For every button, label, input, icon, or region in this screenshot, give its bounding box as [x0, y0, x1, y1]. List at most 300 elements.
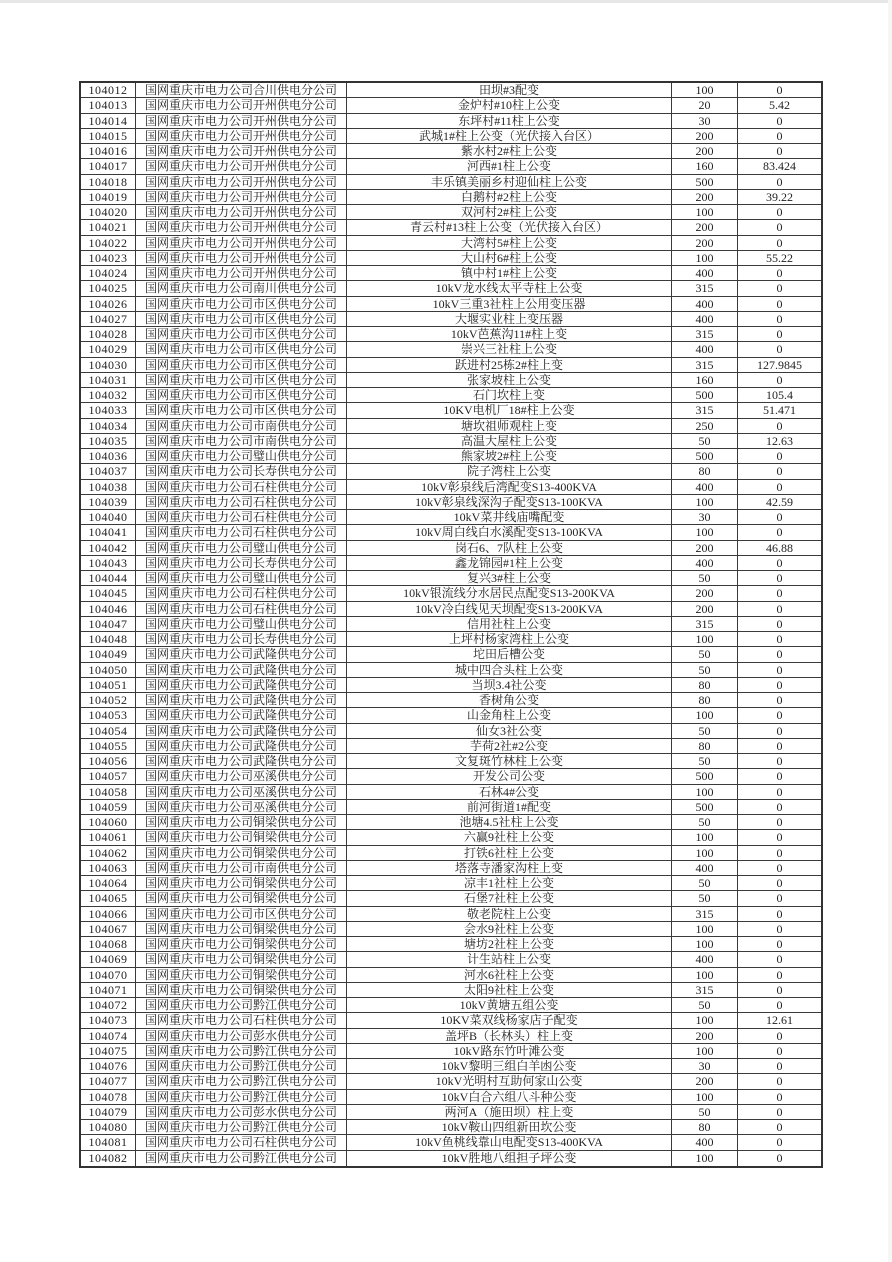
table-row — [80, 784, 822, 799]
table-row — [80, 327, 822, 342]
cell-capacity: 315 — [672, 357, 738, 372]
cell-capacity: 50 — [672, 891, 738, 906]
cell-name: 10KV菜双线杨家店子配变 — [347, 1013, 672, 1028]
cell-name: 石林4#公变 — [347, 784, 672, 799]
cell-company: 国网重庆市电力公司开州供电分公司 — [136, 266, 347, 281]
cell-name: 塔落寺潘家沟柱上变 — [347, 860, 672, 875]
cell-name: 当坝3.4社公变 — [347, 677, 672, 692]
cell-name: 10kV胜地八组担子坪公变 — [347, 1150, 672, 1167]
table-row — [80, 601, 822, 616]
cell-name: 香树角公变 — [347, 693, 672, 708]
cell-company: 国网重庆市电力公司巫溪供电分公司 — [136, 769, 347, 784]
cell-id: 104020 — [80, 205, 136, 220]
cell-capacity: 100 — [672, 632, 738, 647]
cell-value: 0 — [738, 921, 823, 936]
cell-name: 10kV芭蕉沟11#柱上变 — [347, 327, 672, 342]
table-row — [80, 144, 822, 159]
cell-company: 国网重庆市电力公司市南供电分公司 — [136, 860, 347, 875]
cell-name: 10kV黎明三组白羊凼公变 — [347, 1059, 672, 1074]
table-row — [80, 372, 822, 387]
cell-company: 国网重庆市电力公司市区供电分公司 — [136, 403, 347, 418]
cell-name: 10kV黄塘五组公变 — [347, 998, 672, 1013]
cell-company: 国网重庆市电力公司市区供电分公司 — [136, 327, 347, 342]
cell-value: 0 — [738, 952, 823, 967]
cell-value: 0 — [738, 632, 823, 647]
table-row — [80, 769, 822, 784]
table-row — [80, 128, 822, 143]
cell-capacity: 100 — [672, 1089, 738, 1104]
cell-id: 104031 — [80, 372, 136, 387]
table-row — [80, 1089, 822, 1104]
cell-value: 0 — [738, 1150, 823, 1167]
cell-name: 张家坡柱上公变 — [347, 372, 672, 387]
cell-id: 104061 — [80, 830, 136, 845]
cell-capacity: 30 — [672, 113, 738, 128]
cell-value: 0 — [738, 311, 823, 326]
cell-id: 104023 — [80, 250, 136, 265]
cell-name: 10kV鱼桃线靠山电配变S13-400KVA — [347, 1135, 672, 1150]
cell-id: 104051 — [80, 677, 136, 692]
table-row — [80, 464, 822, 479]
cell-id: 104055 — [80, 738, 136, 753]
cell-company: 国网重庆市电力公司开州供电分公司 — [136, 128, 347, 143]
cell-name: 青云村#13柱上公变（光伏接入台区） — [347, 220, 672, 235]
cell-company: 国网重庆市电力公司巫溪供电分公司 — [136, 799, 347, 814]
cell-company: 国网重庆市电力公司铜梁供电分公司 — [136, 937, 347, 952]
cell-capacity: 200 — [672, 128, 738, 143]
cell-company: 国网重庆市电力公司璧山供电分公司 — [136, 540, 347, 555]
cell-value: 0 — [738, 1089, 823, 1104]
cell-id: 104040 — [80, 510, 136, 525]
page-top-edge — [0, 0, 892, 3]
cell-name: 芋荷2社#2公变 — [347, 738, 672, 753]
table-row — [80, 296, 822, 311]
cell-value: 0 — [738, 616, 823, 631]
cell-capacity: 200 — [672, 220, 738, 235]
cell-capacity: 50 — [672, 433, 738, 448]
cell-id: 104069 — [80, 952, 136, 967]
cell-value: 0 — [738, 876, 823, 891]
cell-id: 104029 — [80, 342, 136, 357]
cell-id: 104073 — [80, 1013, 136, 1028]
cell-capacity: 100 — [672, 1013, 738, 1028]
cell-value: 0 — [738, 815, 823, 830]
cell-id: 104042 — [80, 540, 136, 555]
cell-company: 国网重庆市电力公司武隆供电分公司 — [136, 754, 347, 769]
cell-id: 104024 — [80, 266, 136, 281]
table-row — [80, 998, 822, 1013]
cell-id: 104045 — [80, 586, 136, 601]
cell-capacity: 100 — [672, 250, 738, 265]
cell-company: 国网重庆市电力公司璧山供电分公司 — [136, 449, 347, 464]
cell-id: 104021 — [80, 220, 136, 235]
cell-id: 104032 — [80, 388, 136, 403]
cell-value: 55.22 — [738, 250, 823, 265]
cell-company: 国网重庆市电力公司武隆供电分公司 — [136, 708, 347, 723]
cell-name: 鑫龙锦园#1柱上公变 — [347, 555, 672, 570]
cell-name: 开发公司公变 — [347, 769, 672, 784]
cell-company: 国网重庆市电力公司武隆供电分公司 — [136, 723, 347, 738]
cell-id: 104046 — [80, 601, 136, 616]
cell-capacity: 100 — [672, 205, 738, 220]
cell-value: 0 — [738, 1104, 823, 1119]
cell-name: 10KV电机厂18#柱上公变 — [347, 403, 672, 418]
table-row — [80, 235, 822, 250]
cell-company: 国网重庆市电力公司开州供电分公司 — [136, 159, 347, 174]
cell-value: 0 — [738, 1120, 823, 1135]
cell-value: 0 — [738, 510, 823, 525]
cell-capacity: 400 — [672, 311, 738, 326]
cell-capacity: 50 — [672, 876, 738, 891]
cell-capacity: 80 — [672, 738, 738, 753]
cell-company: 国网重庆市电力公司黔江供电分公司 — [136, 1120, 347, 1135]
cell-value: 0 — [738, 525, 823, 540]
table-row — [80, 571, 822, 586]
table-row — [80, 494, 822, 509]
cell-company: 国网重庆市电力公司开州供电分公司 — [136, 189, 347, 204]
cell-company: 国网重庆市电力公司开州供电分公司 — [136, 250, 347, 265]
cell-id: 104025 — [80, 281, 136, 296]
cell-capacity: 50 — [672, 662, 738, 677]
cell-name: 盖坪B（长林头）柱上变 — [347, 1028, 672, 1043]
cell-company: 国网重庆市电力公司黔江供电分公司 — [136, 1150, 347, 1167]
cell-value: 0 — [738, 418, 823, 433]
table-row — [80, 1120, 822, 1135]
cell-value: 0 — [738, 1074, 823, 1089]
cell-capacity: 30 — [672, 1059, 738, 1074]
cell-capacity: 80 — [672, 677, 738, 692]
cell-value: 0 — [738, 784, 823, 799]
table-body — [80, 82, 822, 1167]
cell-capacity: 50 — [672, 815, 738, 830]
cell-name: 敬老院柱上公变 — [347, 906, 672, 921]
table-row — [80, 113, 822, 128]
cell-value: 5.42 — [738, 98, 823, 113]
cell-value: 0 — [738, 1135, 823, 1150]
cell-value: 83.424 — [738, 159, 823, 174]
cell-company: 国网重庆市电力公司武隆供电分公司 — [136, 738, 347, 753]
table-row — [80, 616, 822, 631]
cell-capacity: 200 — [672, 586, 738, 601]
cell-id: 104027 — [80, 311, 136, 326]
cell-company: 国网重庆市电力公司武隆供电分公司 — [136, 693, 347, 708]
cell-id: 104034 — [80, 418, 136, 433]
cell-id: 104038 — [80, 479, 136, 494]
cell-value: 0 — [738, 845, 823, 860]
cell-value: 0 — [738, 723, 823, 738]
cell-value: 0 — [738, 891, 823, 906]
cell-company: 国网重庆市电力公司璧山供电分公司 — [136, 616, 347, 631]
table-row — [80, 250, 822, 265]
cell-id: 104041 — [80, 525, 136, 540]
cell-value: 0 — [738, 113, 823, 128]
cell-id: 104015 — [80, 128, 136, 143]
cell-company: 国网重庆市电力公司铜梁供电分公司 — [136, 876, 347, 891]
cell-company: 国网重庆市电力公司石柱供电分公司 — [136, 1135, 347, 1150]
cell-capacity: 80 — [672, 693, 738, 708]
cell-name: 镇中村1#柱上公变 — [347, 266, 672, 281]
cell-capacity: 200 — [672, 601, 738, 616]
cell-company: 国网重庆市电力公司黔江供电分公司 — [136, 998, 347, 1013]
table-row — [80, 342, 822, 357]
cell-value: 0 — [738, 464, 823, 479]
cell-capacity: 500 — [672, 799, 738, 814]
cell-capacity: 100 — [672, 82, 738, 98]
cell-name: 10kV龙水线太平寺柱上公变 — [347, 281, 672, 296]
cell-capacity: 50 — [672, 647, 738, 662]
cell-id: 104057 — [80, 769, 136, 784]
cell-company: 国网重庆市电力公司开州供电分公司 — [136, 174, 347, 189]
cell-id: 104012 — [80, 82, 136, 98]
cell-name: 仙女3社公变 — [347, 723, 672, 738]
cell-name: 东坪村#11柱上公变 — [347, 113, 672, 128]
cell-id: 104056 — [80, 754, 136, 769]
cell-value: 127.9845 — [738, 357, 823, 372]
table-row — [80, 479, 822, 494]
cell-capacity: 160 — [672, 159, 738, 174]
table-row — [80, 586, 822, 601]
cell-value: 0 — [738, 754, 823, 769]
cell-company: 国网重庆市电力公司彭水供电分公司 — [136, 1028, 347, 1043]
cell-id: 104054 — [80, 723, 136, 738]
cell-company: 国网重庆市电力公司开州供电分公司 — [136, 144, 347, 159]
cell-name: 复兴3#柱上公变 — [347, 571, 672, 586]
table-row — [80, 876, 822, 891]
table-row — [80, 449, 822, 464]
table-row — [80, 189, 822, 204]
cell-capacity: 250 — [672, 418, 738, 433]
cell-value: 0 — [738, 449, 823, 464]
cell-value: 0 — [738, 769, 823, 784]
cell-capacity: 50 — [672, 998, 738, 1013]
cell-name: 岗石6、7队柱上公变 — [347, 540, 672, 555]
cell-id: 104028 — [80, 327, 136, 342]
cell-name: 信用社柱上公变 — [347, 616, 672, 631]
cell-company: 国网重庆市电力公司市南供电分公司 — [136, 433, 347, 448]
cell-capacity: 500 — [672, 449, 738, 464]
cell-name: 六赢9社柱上公变 — [347, 830, 672, 845]
cell-capacity: 100 — [672, 921, 738, 936]
table-row — [80, 921, 822, 936]
cell-value: 51.471 — [738, 403, 823, 418]
cell-value: 12.61 — [738, 1013, 823, 1028]
cell-id: 104081 — [80, 1135, 136, 1150]
table-row — [80, 1104, 822, 1119]
cell-capacity: 50 — [672, 1104, 738, 1119]
cell-value: 0 — [738, 937, 823, 952]
table-row — [80, 98, 822, 113]
cell-id: 104082 — [80, 1150, 136, 1167]
cell-value: 42.59 — [738, 494, 823, 509]
cell-id: 104047 — [80, 616, 136, 631]
cell-id: 104059 — [80, 799, 136, 814]
cell-id: 104052 — [80, 693, 136, 708]
cell-id: 104019 — [80, 189, 136, 204]
table-row — [80, 388, 822, 403]
cell-name: 凉丰1社柱上公变 — [347, 876, 672, 891]
cell-name: 石门坎柱上变 — [347, 388, 672, 403]
cell-id: 104078 — [80, 1089, 136, 1104]
cell-capacity: 100 — [672, 1043, 738, 1058]
table-row — [80, 357, 822, 372]
cell-company: 国网重庆市电力公司石柱供电分公司 — [136, 586, 347, 601]
cell-name: 崇兴三社柱上公变 — [347, 342, 672, 357]
cell-name: 大湾村5#柱上公变 — [347, 235, 672, 250]
cell-name: 计生站柱上公变 — [347, 952, 672, 967]
cell-company: 国网重庆市电力公司开州供电分公司 — [136, 235, 347, 250]
cell-value: 39.22 — [738, 189, 823, 204]
cell-capacity: 50 — [672, 723, 738, 738]
cell-capacity: 200 — [672, 1028, 738, 1043]
cell-company: 国网重庆市电力公司开州供电分公司 — [136, 220, 347, 235]
cell-capacity: 200 — [672, 1074, 738, 1089]
cell-company: 国网重庆市电力公司市南供电分公司 — [136, 418, 347, 433]
cell-name: 两河A（施田坝）柱上变 — [347, 1104, 672, 1119]
cell-company: 国网重庆市电力公司开州供电分公司 — [136, 98, 347, 113]
cell-company: 国网重庆市电力公司铜梁供电分公司 — [136, 891, 347, 906]
cell-value: 0 — [738, 128, 823, 143]
cell-value: 0 — [738, 1059, 823, 1074]
table-row — [80, 708, 822, 723]
cell-company: 国网重庆市电力公司石柱供电分公司 — [136, 601, 347, 616]
cell-capacity: 50 — [672, 754, 738, 769]
cell-capacity: 200 — [672, 540, 738, 555]
cell-id: 104066 — [80, 906, 136, 921]
cell-value: 0 — [738, 586, 823, 601]
cell-company: 国网重庆市电力公司铜梁供电分公司 — [136, 952, 347, 967]
cell-capacity: 400 — [672, 952, 738, 967]
cell-company: 国网重庆市电力公司铜梁供电分公司 — [136, 921, 347, 936]
cell-id: 104075 — [80, 1043, 136, 1058]
cell-name: 院子湾柱上公变 — [347, 464, 672, 479]
cell-company: 国网重庆市电力公司开州供电分公司 — [136, 205, 347, 220]
cell-name: 塘坎祖师观柱上变 — [347, 418, 672, 433]
cell-company: 国网重庆市电力公司石柱供电分公司 — [136, 525, 347, 540]
cell-name: 山金角柱上公变 — [347, 708, 672, 723]
cell-company: 国网重庆市电力公司铜梁供电分公司 — [136, 967, 347, 982]
cell-value: 0 — [738, 235, 823, 250]
cell-name: 10kV三重3社柱上公用变压器 — [347, 296, 672, 311]
cell-name: 大山村6#柱上公变 — [347, 250, 672, 265]
cell-name: 坨田后槽公变 — [347, 647, 672, 662]
cell-capacity: 30 — [672, 510, 738, 525]
cell-company: 国网重庆市电力公司黔江供电分公司 — [136, 1089, 347, 1104]
cell-id: 104060 — [80, 815, 136, 830]
cell-company: 国网重庆市电力公司市区供电分公司 — [136, 906, 347, 921]
cell-name: 10kV白合六组八斗种公变 — [347, 1089, 672, 1104]
table-row — [80, 418, 822, 433]
cell-value: 0 — [738, 860, 823, 875]
cell-value: 0 — [738, 174, 823, 189]
cell-capacity: 80 — [672, 1120, 738, 1135]
cell-capacity: 315 — [672, 403, 738, 418]
cell-id: 104065 — [80, 891, 136, 906]
cell-capacity: 200 — [672, 144, 738, 159]
cell-company: 国网重庆市电力公司市区供电分公司 — [136, 372, 347, 387]
cell-id: 104033 — [80, 403, 136, 418]
cell-id: 104030 — [80, 357, 136, 372]
page-right-edge — [888, 0, 892, 1262]
cell-value: 0 — [738, 296, 823, 311]
table-row — [80, 205, 822, 220]
cell-value: 105.4 — [738, 388, 823, 403]
cell-value: 0 — [738, 998, 823, 1013]
cell-company: 国网重庆市电力公司璧山供电分公司 — [136, 571, 347, 586]
table-row — [80, 799, 822, 814]
cell-value: 0 — [738, 708, 823, 723]
cell-id: 104053 — [80, 708, 136, 723]
table-row — [80, 952, 822, 967]
cell-capacity: 400 — [672, 296, 738, 311]
cell-company: 国网重庆市电力公司巫溪供电分公司 — [136, 784, 347, 799]
cell-id: 104068 — [80, 937, 136, 952]
cell-value: 12.63 — [738, 433, 823, 448]
data-table — [79, 81, 823, 1168]
cell-company: 国网重庆市电力公司黔江供电分公司 — [136, 1043, 347, 1058]
cell-value: 0 — [738, 372, 823, 387]
cell-company: 国网重庆市电力公司石柱供电分公司 — [136, 494, 347, 509]
cell-company: 国网重庆市电力公司黔江供电分公司 — [136, 1074, 347, 1089]
cell-capacity: 100 — [672, 967, 738, 982]
cell-name: 双河村2#柱上公变 — [347, 205, 672, 220]
cell-company: 国网重庆市电力公司石柱供电分公司 — [136, 479, 347, 494]
cell-value: 0 — [738, 266, 823, 281]
cell-capacity: 400 — [672, 555, 738, 570]
cell-id: 104079 — [80, 1104, 136, 1119]
cell-company: 国网重庆市电力公司武隆供电分公司 — [136, 677, 347, 692]
cell-company: 国网重庆市电力公司市区供电分公司 — [136, 296, 347, 311]
cell-capacity: 315 — [672, 281, 738, 296]
table-row — [80, 540, 822, 555]
cell-id: 104026 — [80, 296, 136, 311]
cell-capacity: 400 — [672, 266, 738, 281]
cell-id: 104076 — [80, 1059, 136, 1074]
cell-id: 104062 — [80, 845, 136, 860]
cell-id: 104036 — [80, 449, 136, 464]
cell-name: 熊家坡2#柱上公变 — [347, 449, 672, 464]
cell-id: 104037 — [80, 464, 136, 479]
table-row — [80, 830, 822, 845]
cell-company: 国网重庆市电力公司市区供电分公司 — [136, 357, 347, 372]
cell-id: 104050 — [80, 662, 136, 677]
table-row — [80, 174, 822, 189]
cell-id: 104014 — [80, 113, 136, 128]
cell-value: 0 — [738, 220, 823, 235]
cell-company: 国网重庆市电力公司铜梁供电分公司 — [136, 815, 347, 830]
cell-id: 104077 — [80, 1074, 136, 1089]
cell-name: 10kV彰泉线后湾配变S13-400KVA — [347, 479, 672, 494]
cell-value: 0 — [738, 555, 823, 570]
cell-capacity: 400 — [672, 860, 738, 875]
cell-company: 国网重庆市电力公司市区供电分公司 — [136, 342, 347, 357]
table-row — [80, 632, 822, 647]
table-row — [80, 525, 822, 540]
cell-name: 塘坊2社柱上公变 — [347, 937, 672, 952]
cell-value: 0 — [738, 906, 823, 921]
cell-capacity: 500 — [672, 174, 738, 189]
cell-capacity: 50 — [672, 571, 738, 586]
cell-capacity: 500 — [672, 388, 738, 403]
cell-capacity: 400 — [672, 1135, 738, 1150]
cell-company: 国网重庆市电力公司铜梁供电分公司 — [136, 830, 347, 845]
table-row — [80, 266, 822, 281]
cell-name: 10kV冷白线见天坝配变S13-200KVA — [347, 601, 672, 616]
cell-capacity: 100 — [672, 525, 738, 540]
cell-company: 国网重庆市电力公司开州供电分公司 — [136, 113, 347, 128]
table-row — [80, 754, 822, 769]
cell-id: 104058 — [80, 784, 136, 799]
cell-capacity: 315 — [672, 616, 738, 631]
